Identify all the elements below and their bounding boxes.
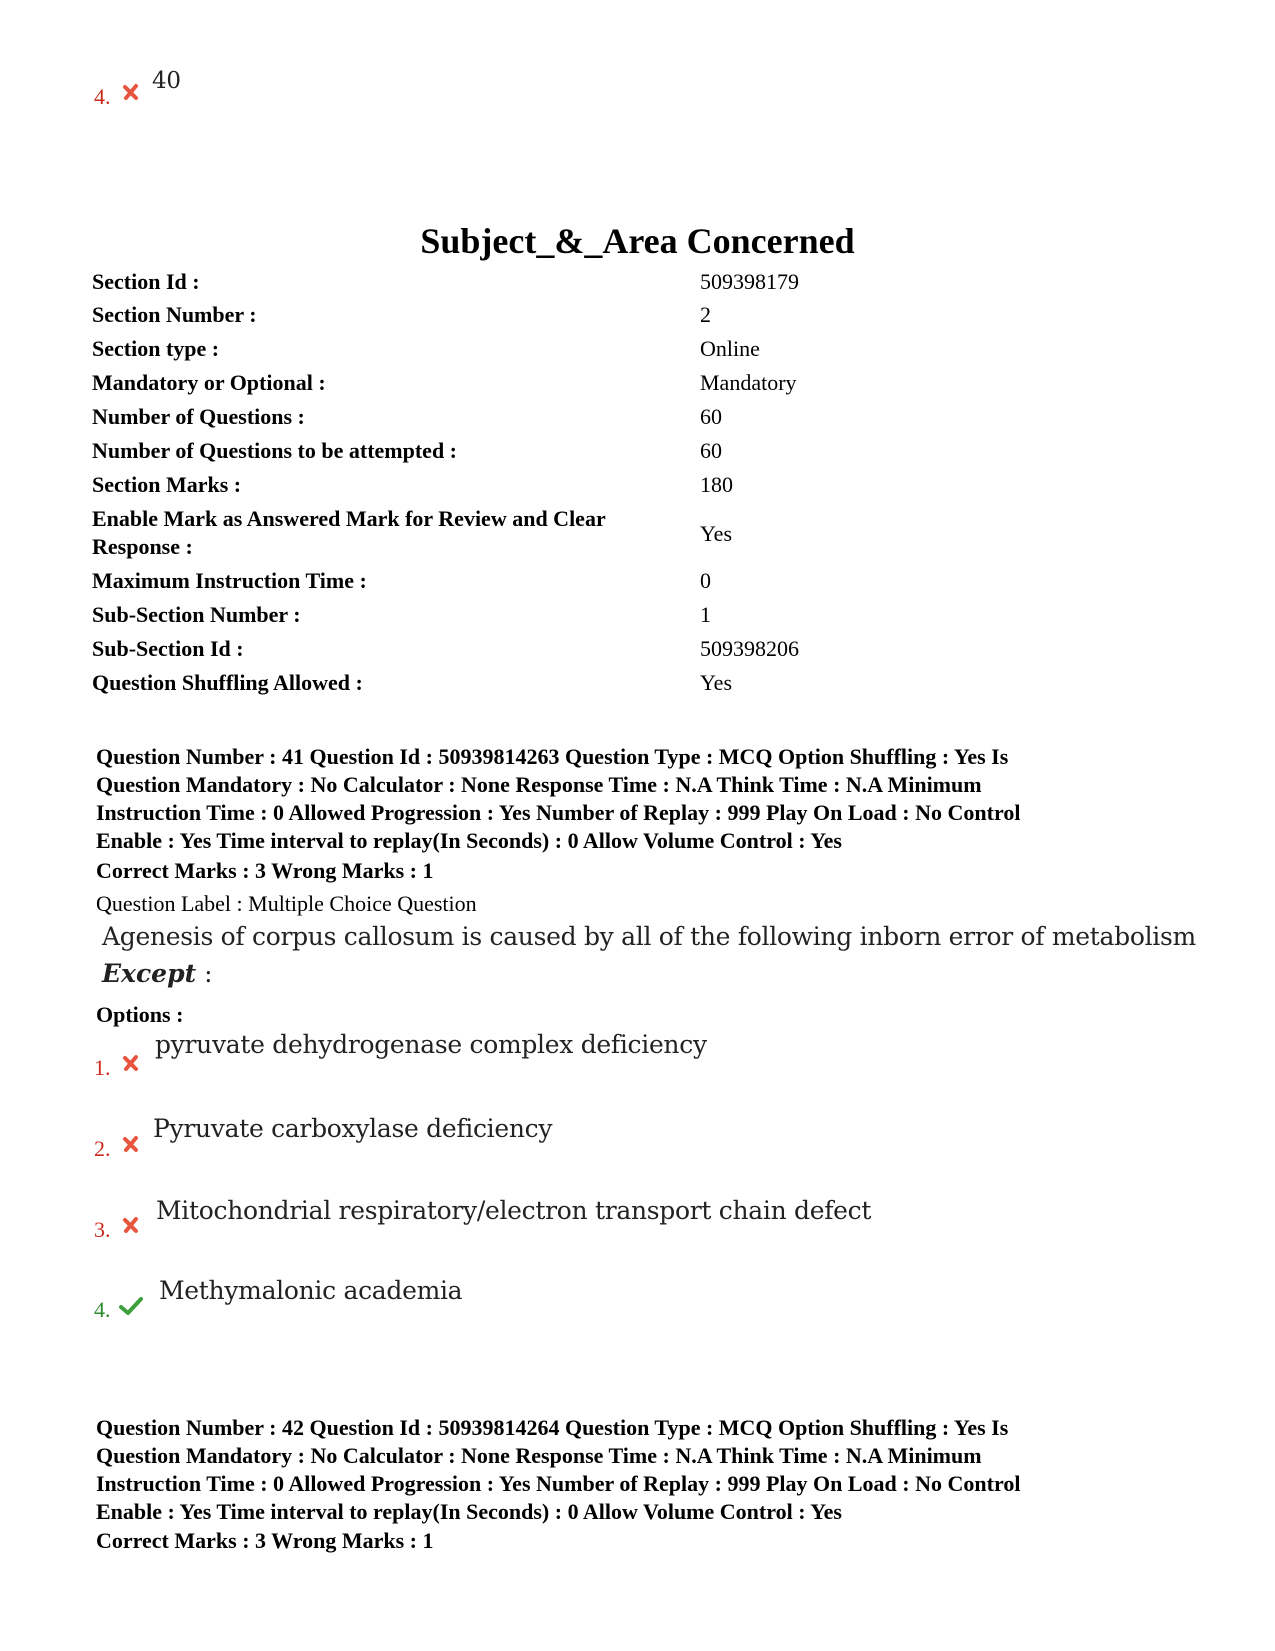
info-label: Maximum Instruction Time : — [92, 568, 367, 593]
question-meta-line: Instruction Time : 0 Allowed Progression : Yes Number of Replay : 999 Play On Load : No Control — [96, 1471, 1021, 1496]
question-text: Agenesis of corpus callosum is caused by all of the following inborn error of metabolism — [102, 922, 1196, 951]
info-label: Enable Mark as Answered Mark for Review and Clear Response : — [92, 506, 606, 559]
info-label: Number of Questions to be attempted : — [92, 438, 458, 463]
question-meta — [96, 743, 1196, 855]
info-value: 1 — [700, 602, 711, 627]
option-number: 2. — [94, 1136, 111, 1161]
options-heading: Options : — [96, 1002, 184, 1027]
cross-icon — [122, 1216, 140, 1234]
option-number: 4. — [94, 1297, 111, 1322]
info-value: 180 — [700, 472, 733, 497]
question-meta-line: Enable : Yes Time interval to replay(In Seconds) : 0 Allow Volume Control : Yes — [96, 1499, 842, 1524]
info-label: Section Marks : — [92, 472, 242, 497]
info-value: Yes — [700, 670, 733, 695]
info-label: Mandatory or Optional : — [92, 370, 326, 395]
question-meta-line: Question Number : 42 Question Id : 50939814264 Question Type : MCQ Option Shuffling : Yes Is — [96, 1415, 1009, 1440]
cross-icon — [122, 1054, 140, 1072]
info-label: Sub-Section Id : — [92, 636, 244, 661]
option-text: Methymalonic academia — [159, 1276, 463, 1305]
option-number: 4. — [94, 84, 111, 109]
question-text-except — [102, 959, 213, 988]
info-label: Section type : — [92, 336, 220, 361]
option-number: 3. — [94, 1217, 111, 1242]
info-value: 509398179 — [700, 269, 799, 294]
except-colon: : — [196, 959, 213, 988]
question-label: Question Label : Multiple Choice Question — [96, 891, 477, 916]
question-meta-line: Question Number : 41 Question Id : 50939814263 Question Type : MCQ Option Shuffling : Yes Is — [96, 744, 1009, 769]
info-value: Yes — [700, 521, 733, 546]
except-word: Except — [102, 959, 197, 988]
check-icon — [119, 1296, 143, 1316]
info-label: Number of Questions : — [92, 404, 305, 429]
info-value: 60 — [700, 404, 722, 429]
question-meta — [96, 1414, 1196, 1526]
section-title: Subject_&_Area Concerned — [420, 221, 855, 261]
question-meta-line: Enable : Yes Time interval to replay(In Seconds) : 0 Allow Volume Control : Yes — [96, 828, 842, 853]
info-value: 60 — [700, 438, 722, 463]
info-label: Section Id : — [92, 269, 200, 294]
info-label: Question Shuffling Allowed : — [92, 670, 363, 695]
option-text: Mitochondrial respiratory/electron transport chain defect — [156, 1196, 872, 1225]
info-label: Sub-Section Number : — [92, 602, 301, 627]
question-meta-line: Question Mandatory : No Calculator : None Response Time : N.A Think Time : N.A Minimum — [96, 1443, 982, 1468]
cross-icon — [122, 1135, 140, 1153]
cross-icon — [122, 83, 140, 101]
option-number: 1. — [94, 1055, 111, 1080]
info-label: Section Number : — [92, 302, 257, 327]
option-text: 40 — [152, 68, 181, 94]
question-marks: Correct Marks : 3 Wrong Marks : 1 — [96, 858, 434, 883]
question-marks: Correct Marks : 3 Wrong Marks : 1 — [96, 1528, 434, 1553]
info-value: Mandatory — [700, 370, 797, 395]
question-meta-line: Question Mandatory : No Calculator : None Response Time : N.A Think Time : N.A Minimum — [96, 772, 982, 797]
option-text: Pyruvate carboxylase deficiency — [153, 1114, 553, 1143]
info-value: 509398206 — [700, 636, 799, 661]
info-value: 0 — [700, 568, 711, 593]
option-text: pyruvate dehydrogenase complex deficiency — [155, 1030, 707, 1059]
question-meta-line: Instruction Time : 0 Allowed Progression : Yes Number of Replay : 999 Play On Load : No Control — [96, 800, 1021, 825]
info-value: 2 — [700, 302, 711, 327]
info-value: Online — [700, 336, 760, 361]
